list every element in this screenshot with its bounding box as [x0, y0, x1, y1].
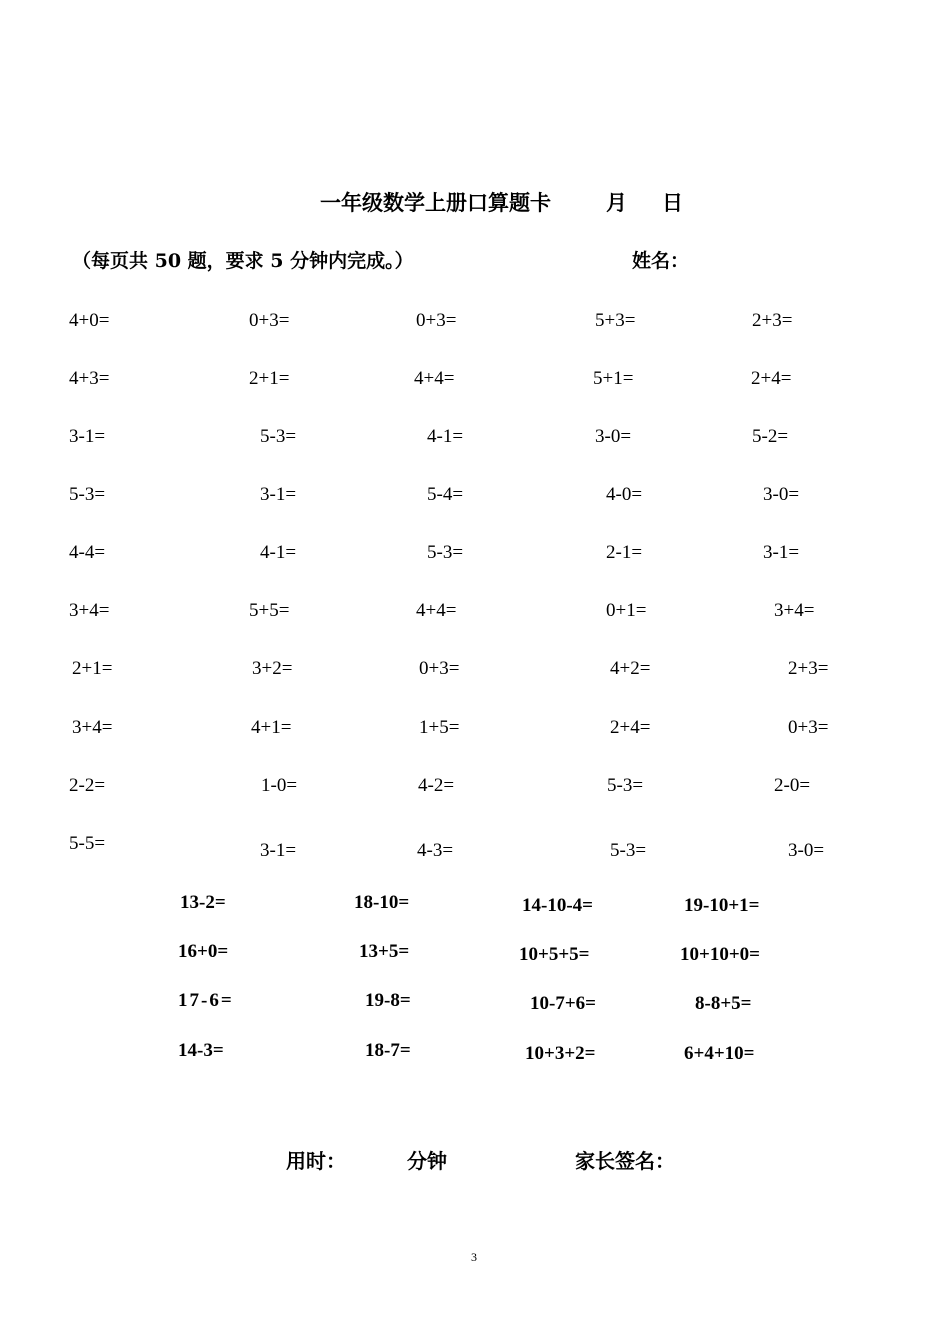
problem: 0+3=: [416, 310, 457, 331]
problem: 3+2=: [252, 658, 293, 679]
problem: 3-1=: [763, 542, 800, 563]
problem: 4+3=: [69, 368, 110, 389]
problem: 1+5=: [419, 717, 460, 738]
problem: 3-0=: [763, 484, 800, 505]
page-number: 3: [471, 1250, 477, 1264]
problem: 13-2=: [180, 892, 226, 913]
problem: 2-2=: [69, 775, 106, 796]
problem: 2+1=: [249, 368, 290, 389]
parent-signature-label: 家长签名：: [575, 1149, 675, 1173]
problem: 10+10+0=: [680, 944, 760, 965]
problem: 0+3=: [419, 658, 460, 679]
problem: 3-1=: [69, 426, 106, 447]
problem: 13+5=: [359, 941, 410, 962]
problem: 5-3=: [610, 840, 647, 861]
problem: 5-3=: [69, 484, 106, 505]
problem: 19-10+1=: [684, 895, 760, 916]
problem: 4-0=: [606, 484, 643, 505]
problem: 5-2=: [752, 426, 789, 447]
problem: 8-8+5=: [695, 993, 752, 1014]
problem: 1-0=: [261, 775, 298, 796]
problem: 0+3=: [249, 310, 290, 331]
problem: 4-1=: [260, 542, 297, 563]
problem: 4-1=: [427, 426, 464, 447]
instruction-text: （每页共 50 题，要求 5 分钟内完成。）: [72, 250, 414, 272]
problem: 10+5+5=: [519, 944, 590, 965]
problem: 10-7+6=: [530, 993, 596, 1014]
problem: 17-6=: [178, 990, 234, 1011]
problem: 4+4=: [414, 368, 455, 389]
month-label: 月: [606, 190, 627, 215]
problem: 2-0=: [774, 775, 811, 796]
problem: 3-0=: [788, 840, 825, 861]
problem: 3+4=: [774, 600, 815, 621]
problem: 2+3=: [752, 310, 793, 331]
problem: 10+3+2=: [525, 1043, 596, 1064]
problem: 5+1=: [593, 368, 634, 389]
problem: 5+5=: [249, 600, 290, 621]
time-label: 用时：: [286, 1149, 346, 1173]
problem: 2+4=: [610, 717, 651, 738]
problem: 3-1=: [260, 484, 297, 505]
problem: 19-8=: [365, 990, 411, 1011]
problem: 2+1=: [72, 658, 113, 679]
problem: 5+3=: [595, 310, 636, 331]
problem: 4+0=: [69, 310, 110, 331]
problem: 0+1=: [606, 600, 647, 621]
problem: 14-10-4=: [522, 895, 593, 916]
problem: 0+3=: [788, 717, 829, 738]
problem: 2+4=: [751, 368, 792, 389]
name-label: 姓名：: [632, 250, 690, 272]
problem: 16+0=: [178, 941, 229, 962]
problem: 3-0=: [595, 426, 632, 447]
problem: 5-5=: [69, 833, 106, 854]
problem: 4-4=: [69, 542, 106, 563]
minutes-label: 分钟: [407, 1149, 447, 1173]
problem: 4+2=: [610, 658, 651, 679]
page-title: 一年级数学上册口算题卡: [320, 190, 551, 215]
problem: 4+4=: [416, 600, 457, 621]
problem: 6+4+10=: [684, 1043, 755, 1064]
problem: 4-2=: [418, 775, 455, 796]
problem: 3-1=: [260, 840, 297, 861]
problem: 5-3=: [427, 542, 464, 563]
problem: 4+1=: [251, 717, 292, 738]
problem: 5-4=: [427, 484, 464, 505]
day-label: 日: [662, 190, 683, 215]
problem: 14-3=: [178, 1040, 224, 1061]
problem: 4-3=: [417, 840, 454, 861]
problem: 3+4=: [72, 717, 113, 738]
problem: 18-7=: [365, 1040, 411, 1061]
problem: 2-1=: [606, 542, 643, 563]
problem: 18-10=: [354, 892, 410, 913]
problem: 5-3=: [607, 775, 644, 796]
problem: 5-3=: [260, 426, 297, 447]
problem: 2+3=: [788, 658, 829, 679]
problem: 3+4=: [69, 600, 110, 621]
